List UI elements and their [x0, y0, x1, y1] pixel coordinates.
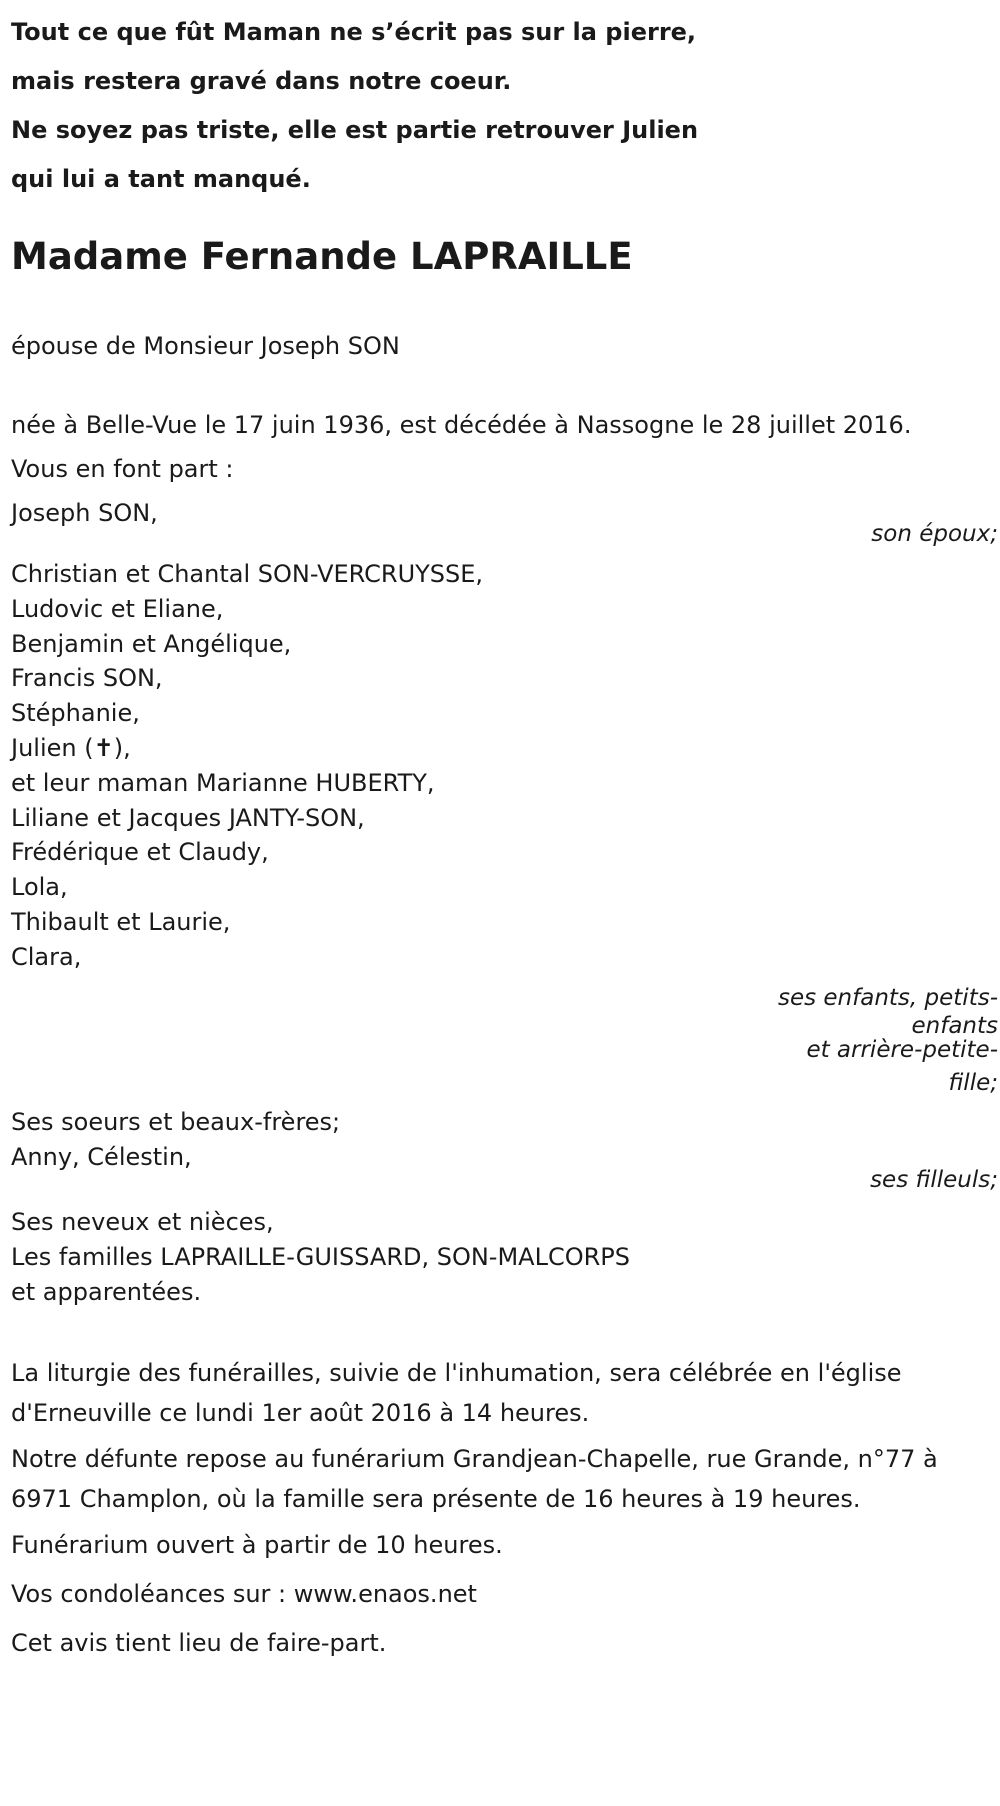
- epitaph: [11, 8, 998, 204]
- family-name-line: Francis SON,: [11, 664, 163, 693]
- obituary-notice: [11, 0, 998, 1663]
- family-name-line: Ses soeurs et beaux-frères;: [11, 1107, 341, 1136]
- family-name-line: Lola,: [11, 873, 68, 902]
- family-role: [11, 981, 998, 1103]
- family-role-line: et arrière-petite-: [806, 1036, 998, 1063]
- family-name-line: Les familles LAPRAILLE-GUISSARD, SON-MALCORPS: [11, 1242, 630, 1271]
- family-role-line: fille;: [948, 1069, 998, 1096]
- family-name-line: Julien (✝),: [11, 733, 131, 762]
- family-role: son époux;: [871, 521, 998, 547]
- extended-family: [11, 1205, 998, 1310]
- family-name-line: Ludovic et Eliane,: [11, 594, 224, 623]
- ceremony-paragraph: La liturgie des funérailles, suivie de l'inhumation, sera célébrée en l'église d'Erneuville ce lundi 1er août 2016 à 14 heures.: [11, 1358, 902, 1427]
- epitaph-line: Ne soyez pas triste, elle est partie retrouver Julien: [11, 116, 699, 144]
- family-name-line: Thibault et Laurie,: [11, 907, 231, 936]
- funerarium-paragraph: Notre défunte repose au funérarium Grandjean-Chapelle, rue Grande, n°77 à 6971 Champlon, où la famille sera présente de 16 heures à 19 heures.: [11, 1444, 938, 1513]
- family-name-line: Ses neveux et nièces,: [11, 1207, 274, 1236]
- closing-line: Cet avis tient lieu de faire-part.: [11, 1628, 387, 1657]
- family-name-line: Anny, Célestin,: [11, 1142, 192, 1171]
- epitaph-line: Tout ce que fût Maman ne s’écrit pas sur la pierre,: [11, 18, 697, 46]
- condolences-line: Vos condoléances sur : www.enaos.net: [11, 1579, 477, 1608]
- family-role-line: enfants: [911, 1012, 998, 1039]
- epitaph-line: qui lui a tant manqué.: [11, 165, 311, 193]
- family-name-line: Stéphanie,: [11, 699, 140, 728]
- deceased-name: Madame Fernande LAPRAILLE: [11, 235, 633, 278]
- family-role-line: ses enfants, petits-: [777, 984, 998, 1011]
- family-name-line: et leur maman Marianne HUBERTY,: [11, 768, 435, 797]
- family-role: ses filleuls;: [870, 1166, 998, 1193]
- family-name-line: Joseph SON,: [11, 499, 158, 527]
- children-group: [11, 557, 998, 1103]
- family-name-line: Frédérique et Claudy,: [11, 838, 269, 867]
- spouse-group: [11, 493, 998, 553]
- family-name-line: Liliane et Jacques JANTY-SON,: [11, 803, 365, 832]
- opening-line: Funérarium ouvert à partir de 10 heures.: [11, 1530, 503, 1559]
- family-name-line: Clara,: [11, 942, 82, 971]
- birth-death-line: née à Belle-Vue le 17 juin 1936, est décédée à Nassogne le 28 juillet 2016.: [11, 411, 912, 439]
- family-name-line: Christian et Chantal SON-VERCRUYSSE,: [11, 560, 484, 588]
- siblings-group: [11, 1105, 998, 1199]
- spouse-line: épouse de Monsieur Joseph SON: [11, 332, 400, 360]
- family-name-line: et apparentées.: [11, 1277, 202, 1306]
- announce-line: Vous en font part :: [11, 455, 234, 483]
- family-name-line: Benjamin et Angélique,: [11, 629, 292, 658]
- epitaph-line: mais restera gravé dans notre coeur.: [11, 67, 512, 95]
